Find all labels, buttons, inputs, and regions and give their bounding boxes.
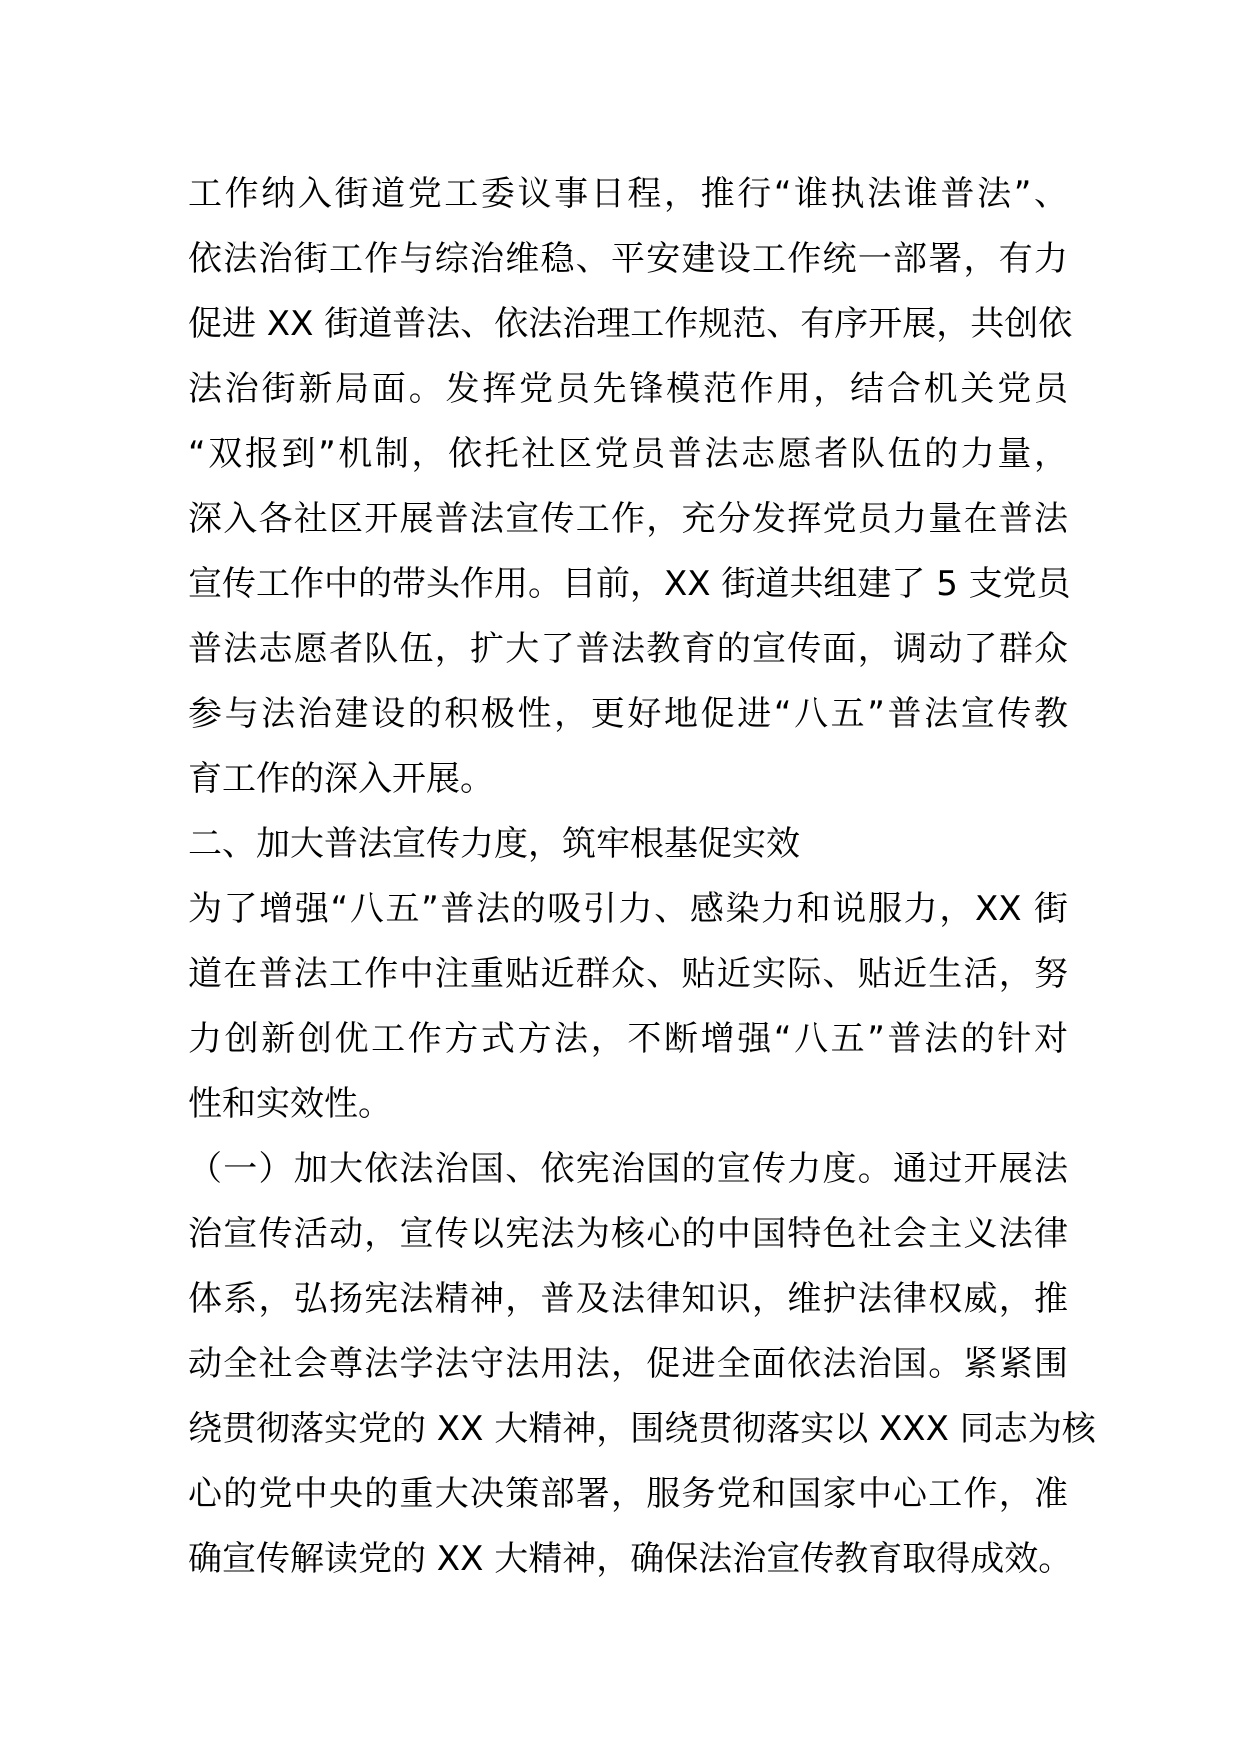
text-line: 宣传工作中的带头作用。目前，XX 街道共组建了 5 支党员 [188, 564, 1071, 604]
body-text [188, 162, 1096, 1592]
text-line: 道在普法工作中注重贴近群众、贴近实际、贴近生活，努 [188, 954, 1068, 994]
text-line: 心的党中央的重大决策部署，服务党和国家中心工作，准 [188, 1474, 1068, 1514]
text-line: 为了增强“八五”普法的吸引力、感染力和说服力，XX 街 [188, 889, 1068, 929]
text-line: “双报到”机制，依托社区党员普法志愿者队伍的力量， [188, 434, 1068, 474]
text-line: 依法治街工作与综治维稳、平安建设工作统一部署，有力 [188, 239, 1068, 279]
text-line: 绕贯彻落实党的 XX 大精神，围绕贯彻落实以 XXX 同志为核 [188, 1409, 1096, 1449]
section-heading: 二、加大普法宣传力度，筑牢根基促实效 [188, 824, 800, 864]
text-line: 动全社会尊法学法守法用法，促进全面依法治国。紧紧围 [188, 1344, 1068, 1384]
text-line: 确宣传解读党的 XX 大精神，确保法治宣传教育取得成效。 [188, 1539, 1073, 1579]
text-line: 法治街新局面。发挥党员先锋模范作用，结合机关党员 [188, 369, 1068, 409]
text-line: 性和实效性。 [188, 1084, 392, 1124]
text-line: 体系，弘扬宪法精神，普及法律知识，维护法律权威，推 [188, 1279, 1068, 1319]
text-line: 参与法治建设的积极性，更好地促进“八五”普法宣传教 [188, 694, 1068, 734]
text-line: 普法志愿者队伍，扩大了普法教育的宣传面，调动了群众 [188, 629, 1068, 669]
text-line: 治宣传活动，宣传以宪法为核心的中国特色社会主义法律 [188, 1214, 1068, 1254]
subsection-line: （一）加大依法治国、依宪治国的宣传力度。通过开展法 [188, 1149, 1068, 1189]
text-line: 促进 XX 街道普法、依法治理工作规范、有序开展，共创依 [188, 304, 1073, 344]
text-line: 育工作的深入开展。 [188, 759, 494, 799]
text-line: 力创新创优工作方式方法，不断增强“八五”普法的针对 [188, 1019, 1068, 1059]
text-line: 工作纳入街道党工委议事日程，推行“谁执法谁普法”、 [188, 174, 1068, 214]
text-line: 深入各社区开展普法宣传工作，充分发挥党员力量在普法 [188, 499, 1068, 539]
